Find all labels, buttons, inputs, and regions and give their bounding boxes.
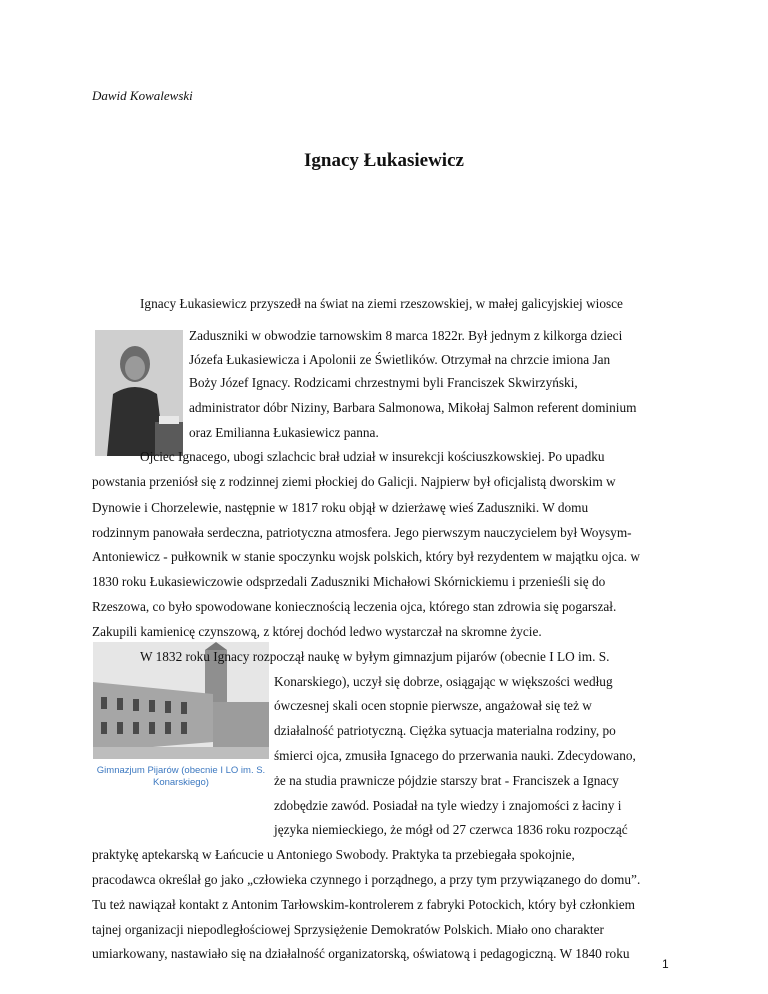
page-number: 1 [662,957,669,971]
text-line: oraz Emilianna Łukasiewicz panna. [189,425,379,440]
text-line: Dynowie i Chorzelewie, następnie w 1817 roku objął w dzierżawę wieś Zaduszniki. W domu [92,500,589,515]
text-line: 1830 roku Łukasiewiczowie odsprzedali Zaduszniki Michałowi Skórnickiemu i przenieśli się do [92,574,606,589]
text-line: W 1832 roku Ignacy rozpoczął naukę w byłym gimnazjum pijarów (obecnie I LO im. S. [140,649,610,664]
text-line: że na studia prawnicze pójdzie starszy brat - Franciszek a Ignacy [274,773,619,788]
text-line: tajnej organizacji niepodległościowej Sprzysiężenie Demokratów Polskich. Miało ono charakter [92,922,604,937]
text-line: Ignacy Łukasiewicz przyszedł na świat na ziemi rzeszowskiej, w małej galicyjskiej wiosce [140,296,623,311]
text-line: Antoniewicz - pułkownik w stanie spoczynku wojsk polskich, który był rezydentem w majątku ojca. w [92,549,641,564]
text-line: Zakupili kamienicę czynszową, z której dochód ledwo wystarczał na skromne życie. [92,624,542,639]
text-line: Rzeszowa, co było spowodowane koniecznością leczenia ojca, którego stan zdrowia się pogarszał. [92,599,617,614]
author-name: Dawid Kowalewski [92,88,193,103]
text-line: umiarkowany, nastawiało się na działalność organizatorską, oświatową i pedagogiczną. W 1840 roku [92,946,630,961]
text-line: języka niemieckiego, że mógł od 27 czerwca 1836 roku rozpocząć [274,822,628,837]
text-line: ówczesnej skali ocen stopnie pierwsze, angażował się też w [274,698,592,713]
text-line: praktykę aptekarską w Łańcucie u Antoniego Swobody. Praktyka ta przebiegała spokojnie, [92,847,575,862]
portrait-image [95,330,183,456]
page-title: Ignacy Łukasiewicz [304,150,464,171]
text-line: Ojciec Ignacego, ubogi szlachcic brał udział w insurekcji kościuszkowskiej. Po upadku [140,449,605,464]
text-line: pracodawca określał go jako „człowieka czynnego i porządnego, a przy tym przywiązanego do domu”. [92,872,641,887]
text-line: Zaduszniki w obwodzie tarnowskim 8 marca 1822r. Był jednym z kilkorga dzieci [189,328,623,343]
photo-caption: Gimnazjum Pijarów (obecnie I LO im. S. Konarskiego) [96,765,266,788]
text-line: powstania przeniósł się z rodzinnej ziemi płockiej do Galicji. Najpierw był oficjalistą dworskim w [92,474,616,489]
text-line: działalność patriotyczną. Ciężka sytuacja materialna rodziny, po [274,723,616,738]
text-line: Boży Józef Ignacy. Rodzicami chrzestnymi byli Franciszek Skwirzyński, [189,375,578,390]
text-line: Tu też nawiązał kontakt z Antonim Tarłowskim-kontrolerem z fabryki Potockich, który był członkiem [92,897,636,912]
text-line: Józefa Łukasiewicza i Apolonii ze Świetlików. Otrzymał na chrzcie imiona Jan [189,352,611,367]
text-line: administrator dóbr Niziny, Barbara Salmonowa, Mikołaj Salmon referent dominium [189,400,637,415]
text-line: zdobędzie zawód. Posiadał na tyle wiedzy i znajomości z łaciny i [274,798,622,813]
text-line: śmierci ojca, zmusiła Ignacego do przerwania nauki. Zdecydowano, [274,748,636,763]
text-line: rodzinnym panowała serdeczna, patriotyczna atmosfera. Jego pierwszym nauczycielem był Woysym- [92,525,632,540]
text-line: Konarskiego), uczył się dobrze, osiągając w większości według [274,674,613,689]
